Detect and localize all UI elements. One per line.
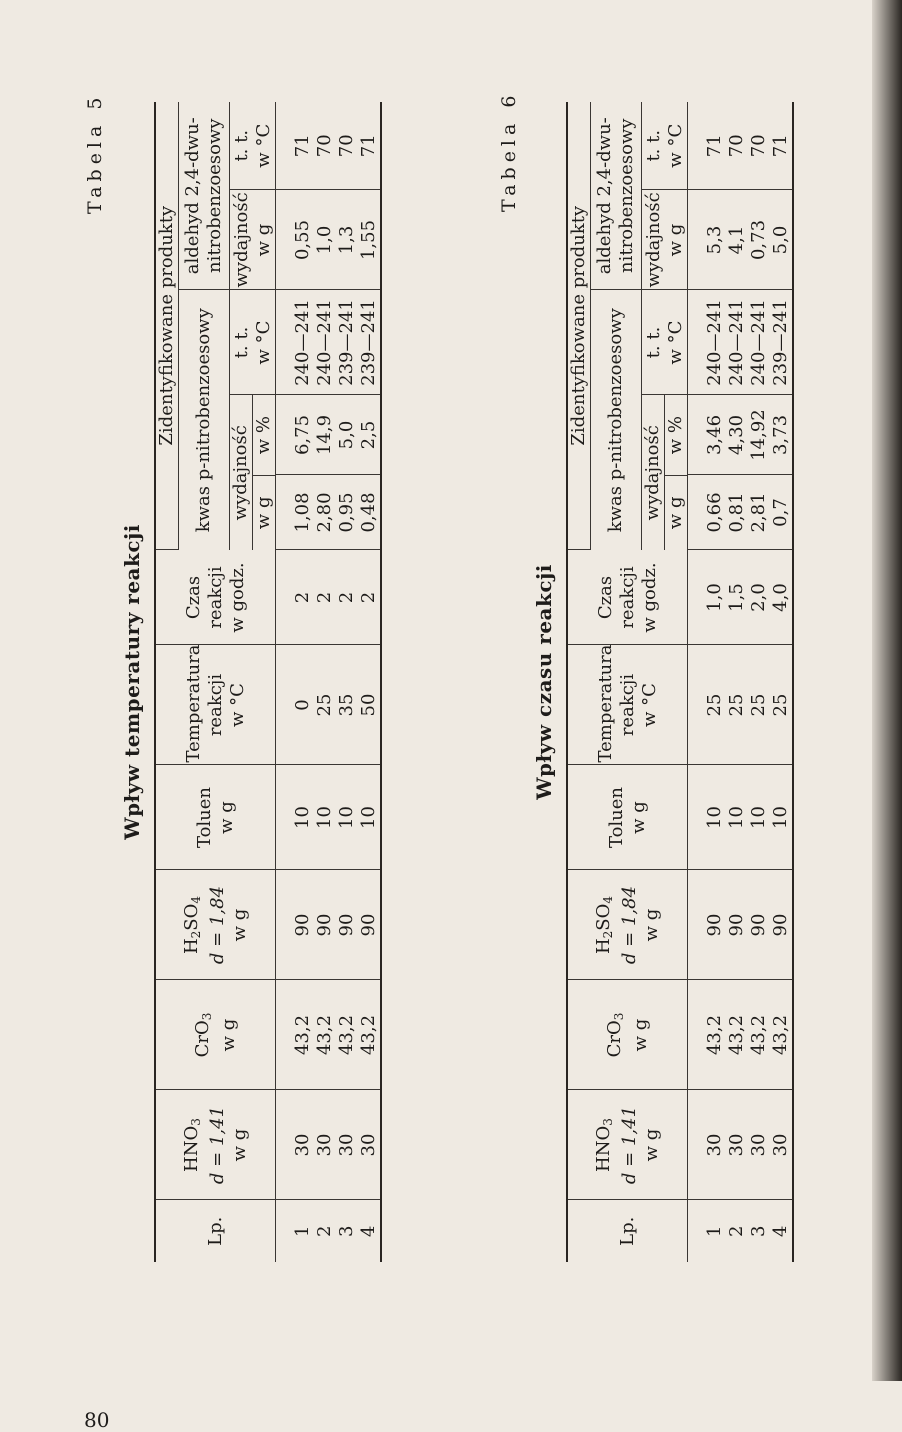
header-aldehyde: aldehyd 2,4-dwu- nitrobenzoesowy <box>591 102 642 290</box>
header-aldehyde: aldehyd 2,4-dwu- nitrobenzoesowy <box>179 102 230 290</box>
cell-acid-melting-point: 240—241 <box>314 290 336 395</box>
cell-acid-melting-point: 240—241 <box>748 290 770 395</box>
cell-acid-yield-pct: 2,5 <box>358 395 381 475</box>
cell-time: 2 <box>358 550 381 645</box>
header-toluen: Toluen w g <box>567 765 688 870</box>
data-table <box>154 102 382 1262</box>
cell-cro3: 43,2 <box>314 980 336 1090</box>
cell-lp: 3 <box>748 1225 769 1237</box>
cell-h2so4: 90 <box>358 870 381 980</box>
table-row <box>726 102 748 1262</box>
cell-hno3: 30 <box>688 1090 727 1200</box>
cell-acid-melting-point: 239—241 <box>336 290 358 395</box>
cell-temperature: 25 <box>748 645 770 765</box>
cell-time: 2 <box>276 550 315 645</box>
cell-acid-yield-pct: 3,46 <box>688 395 727 475</box>
table-row <box>276 102 315 1262</box>
table-title: Wpływ czasu reakcji <box>532 564 556 800</box>
table-row <box>688 102 727 1262</box>
cell-acid-yield-pct: 14,92 <box>748 395 770 475</box>
cell-time: 2,0 <box>748 550 770 645</box>
cell-cro3: 43,2 <box>276 980 315 1090</box>
cell-aldehyde-melting-point: 70 <box>336 102 358 190</box>
cell-h2so4: 90 <box>276 870 315 980</box>
cell-aldehyde-melting-point: 70 <box>314 102 336 190</box>
cell-acid-melting-point: 239—241 <box>358 290 381 395</box>
cell-acid-yield-g: 0,48 <box>358 475 381 550</box>
header-aldehyde-melting-point: t. t. w °C <box>642 102 688 190</box>
cell-h2so4: 90 <box>770 870 793 980</box>
header-identified-products: Zidentyfikowane produkty <box>155 102 179 550</box>
table-5 <box>120 102 382 1262</box>
cell-toluen: 10 <box>770 765 793 870</box>
cell-acid-yield-g: 0,81 <box>726 475 748 550</box>
header-acid: kwas p-nitrobenzoesowy <box>179 290 230 550</box>
cell-toluen: 10 <box>358 765 381 870</box>
header-aldehyde-yield: wydajność w g <box>642 190 688 290</box>
cell-acid-melting-point: 240—241 <box>276 290 315 395</box>
cell-lp: 2 <box>726 1225 747 1237</box>
cell-acid-yield-g: 0,7 <box>770 475 793 550</box>
header-time: Czas reakcji w godz. <box>155 550 276 645</box>
cell-cro3: 43,2 <box>358 980 381 1090</box>
header-melting-point: t. t. w °C <box>230 290 276 395</box>
cell-aldehyde-melting-point: 71 <box>276 102 315 190</box>
cell-hno3: 30 <box>358 1090 381 1200</box>
table-row <box>314 102 336 1262</box>
header-acid: kwas p-nitrobenzoesowy <box>591 290 642 550</box>
cell-acid-yield-g: 2,81 <box>748 475 770 550</box>
cell-acid-yield-pct: 4,30 <box>726 395 748 475</box>
cell-lp: 1 <box>292 1225 313 1237</box>
cell-h2so4: 90 <box>314 870 336 980</box>
cell-h2so4: 90 <box>688 870 727 980</box>
cell-time: 2 <box>336 550 358 645</box>
cell-lp: 4 <box>770 1200 793 1262</box>
header-lp: Lp. <box>567 1200 688 1262</box>
cell-cro3: 43,2 <box>688 980 727 1090</box>
header-cro3: CrO$_3$ w g <box>155 980 276 1090</box>
cell-hno3: 30 <box>336 1090 358 1200</box>
cell-aldehyde-yield-g: 0,55 <box>276 190 315 290</box>
table-6 <box>532 102 794 1262</box>
cell-temperature: 25 <box>688 645 727 765</box>
cell-cro3: 43,2 <box>770 980 793 1090</box>
header-aldehyde-melting-point: t. t. w °C <box>230 102 276 190</box>
header-temperature: Temperatura reakcji w °C <box>155 645 276 765</box>
cell-acid-yield-pct: 3,73 <box>770 395 793 475</box>
cell-cro3: 43,2 <box>726 980 748 1090</box>
table-row <box>748 102 770 1262</box>
cell-toluen: 10 <box>748 765 770 870</box>
header-hno3: $HNO_3$ d = 1,41 w g <box>155 1090 276 1200</box>
header-aldehyde-yield: wydajność w g <box>230 190 276 290</box>
cell-toluen: 10 <box>688 765 727 870</box>
cell-lp: 1 <box>704 1225 725 1237</box>
header-melting-point: t. t. w °C <box>642 290 688 395</box>
header-cro3: CrO$_3$ w g <box>567 980 688 1090</box>
cell-aldehyde-yield-g: 4,1 <box>726 190 748 290</box>
cell-aldehyde-yield-g: 1,55 <box>358 190 381 290</box>
cell-aldehyde-melting-point: 71 <box>688 102 727 190</box>
table-row <box>336 102 358 1262</box>
cell-temperature: 0 <box>276 645 315 765</box>
cell-time: 1,0 <box>688 550 727 645</box>
cell-aldehyde-yield-g: 1,3 <box>336 190 358 290</box>
cell-acid-yield-pct: 5,0 <box>336 395 358 475</box>
cell-h2so4: 90 <box>748 870 770 980</box>
cell-temperature: 50 <box>358 645 381 765</box>
cell-toluen: 10 <box>726 765 748 870</box>
header-lp: Lp. <box>155 1200 276 1262</box>
table-label: Tabela 5 <box>84 92 106 214</box>
cell-h2so4: 90 <box>336 870 358 980</box>
header-yield: wydajność w g w % <box>230 395 276 550</box>
cell-time: 4,0 <box>770 550 793 645</box>
cell-lp: 3 <box>336 1225 357 1237</box>
table-row <box>358 102 381 1262</box>
data-table <box>566 102 794 1262</box>
cell-acid-melting-point: 240—241 <box>726 290 748 395</box>
cell-aldehyde-yield-g: 5,0 <box>770 190 793 290</box>
cell-time: 1,5 <box>726 550 748 645</box>
cell-toluen: 10 <box>276 765 315 870</box>
cell-acid-melting-point: 240—241 <box>688 290 727 395</box>
cell-acid-yield-g: 2,80 <box>314 475 336 550</box>
cell-hno3: 30 <box>770 1090 793 1200</box>
cell-lp: 4 <box>358 1200 381 1262</box>
header-hno3: $HNO_3$ d = 1,41 w g <box>567 1090 688 1200</box>
cell-aldehyde-yield-g: 5,3 <box>688 190 727 290</box>
cell-aldehyde-melting-point: 70 <box>726 102 748 190</box>
cell-aldehyde-yield-g: 0,73 <box>748 190 770 290</box>
cell-acid-yield-pct: 14,9 <box>314 395 336 475</box>
cell-hno3: 30 <box>748 1090 770 1200</box>
cell-time: 2 <box>314 550 336 645</box>
cell-aldehyde-yield-g: 1,0 <box>314 190 336 290</box>
cell-toluen: 10 <box>314 765 336 870</box>
header-h2so4: $H_2SO_4$ d = 1,84 w g <box>155 870 276 980</box>
cell-acid-yield-pct: 6,75 <box>276 395 315 475</box>
header-temperature: Temperatura reakcji w °C <box>567 645 688 765</box>
cell-aldehyde-melting-point: 71 <box>770 102 793 190</box>
cell-temperature: 25 <box>314 645 336 765</box>
cell-acid-melting-point: 239—241 <box>770 290 793 395</box>
cell-temperature: 25 <box>770 645 793 765</box>
cell-hno3: 30 <box>726 1090 748 1200</box>
header-toluen: Toluen w g <box>155 765 276 870</box>
cell-lp: 2 <box>314 1225 335 1237</box>
page-edge-shadow <box>872 0 902 1381</box>
table-title: Wpływ temperatury reakcji <box>120 524 144 840</box>
cell-aldehyde-melting-point: 70 <box>748 102 770 190</box>
cell-acid-yield-g: 0,95 <box>336 475 358 550</box>
cell-acid-yield-g: 0,66 <box>688 475 727 550</box>
cell-temperature: 35 <box>336 645 358 765</box>
header-yield: wydajność w g w % <box>642 395 688 550</box>
header-time: Czas reakcji w godz. <box>567 550 688 645</box>
cell-hno3: 30 <box>314 1090 336 1200</box>
cell-temperature: 25 <box>726 645 748 765</box>
table-label: Tabela 6 <box>498 90 520 212</box>
cell-acid-yield-g: 1,08 <box>276 475 315 550</box>
header-identified-products: Zidentyfikowane produkty <box>567 102 591 550</box>
header-h2so4: $H_2SO_4$ d = 1,84 w g <box>567 870 688 980</box>
cell-cro3: 43,2 <box>748 980 770 1090</box>
table-row <box>770 102 793 1262</box>
cell-toluen: 10 <box>336 765 358 870</box>
page-number: 80 <box>84 1408 110 1432</box>
cell-hno3: 30 <box>276 1090 315 1200</box>
cell-h2so4: 90 <box>726 870 748 980</box>
cell-cro3: 43,2 <box>336 980 358 1090</box>
cell-aldehyde-melting-point: 71 <box>358 102 381 190</box>
